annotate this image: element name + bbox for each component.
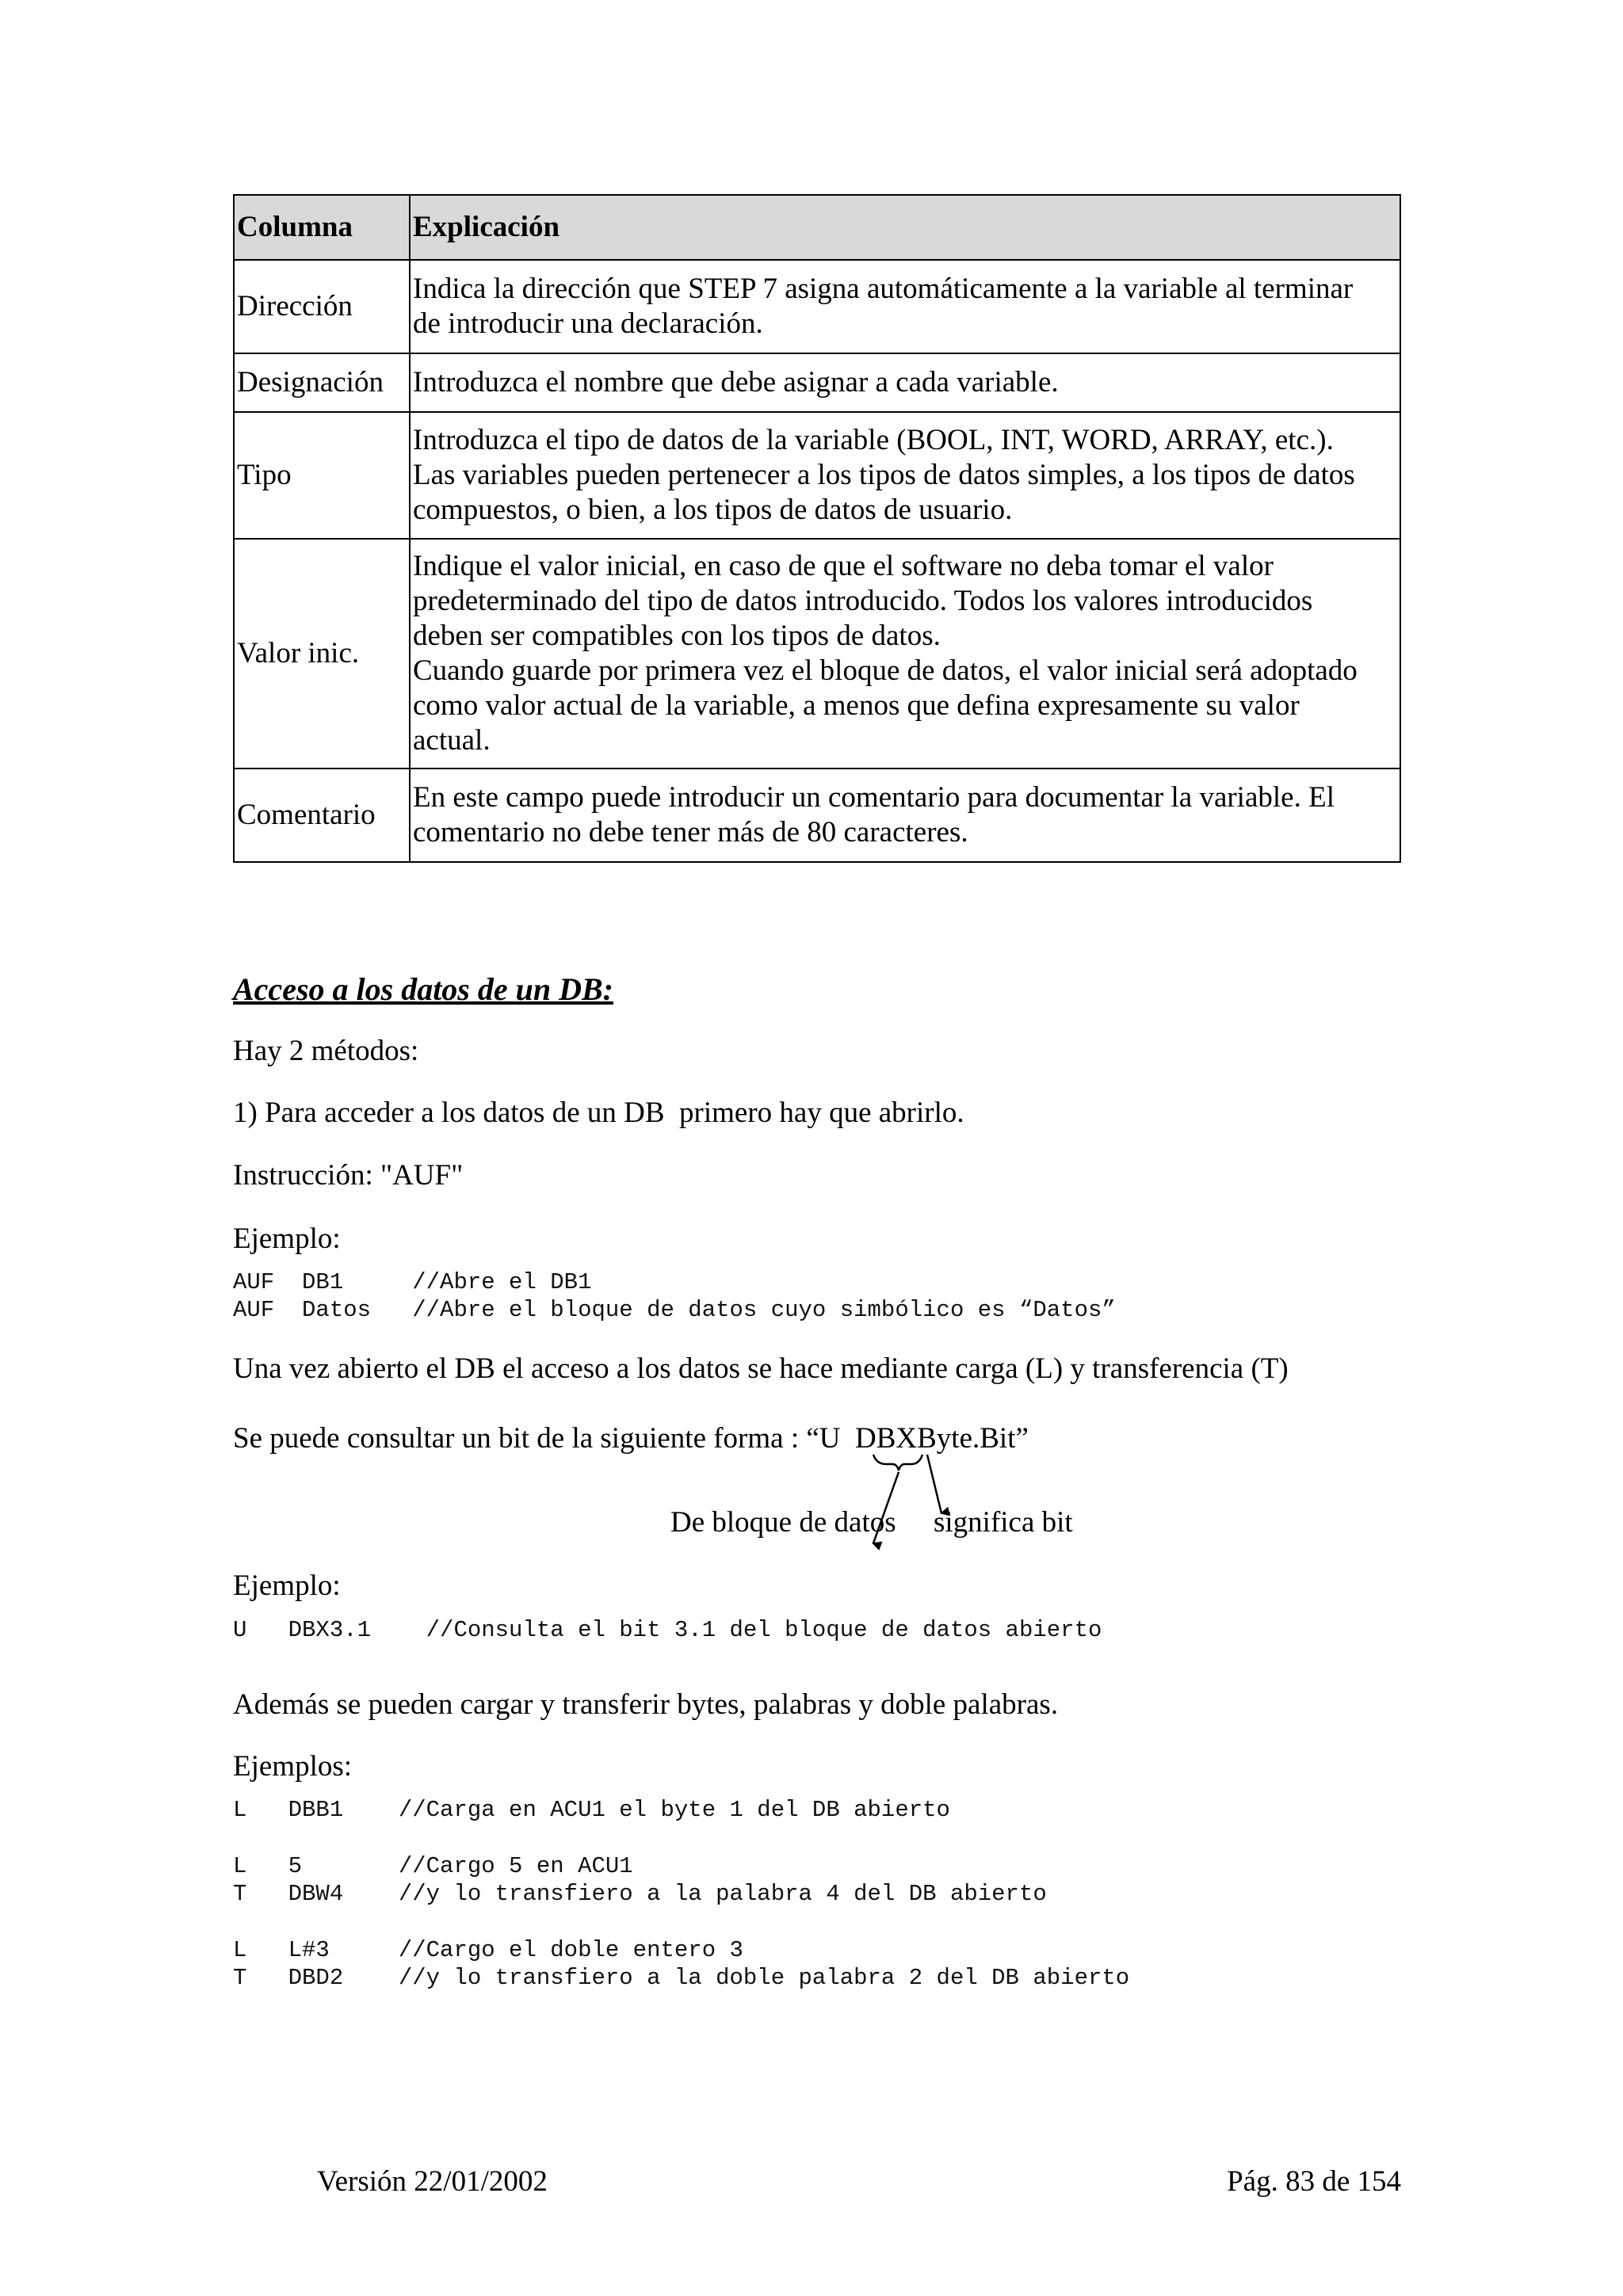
row-text: En este campo puede introducir un comentario para documentar la variable. El comentario no debe tener más de 80 caracteres.	[410, 769, 1400, 862]
footer-version: Versión 22/01/2002	[317, 2165, 548, 2198]
row-text: Introduzca el tipo de datos de la variable (BOOL, INT, WORD, ARRAY, etc.). Las variables pueden pertenecer a los tipos de datos simples, a los tipos de datos compuestos, o bien, a los tipos de datos de usuario.	[410, 412, 1400, 539]
footer-page-number: Pág. 83 de 154	[1227, 2165, 1401, 2198]
row-name: Dirección	[234, 260, 410, 353]
examples-label: Ejemplos:	[233, 1750, 353, 1783]
row-name: Comentario	[234, 769, 410, 862]
annotation-bit: significa bit	[934, 1506, 1073, 1539]
example-label: Ejemplo:	[233, 1569, 341, 1602]
access-paragraph: Una vez abierto el DB el acceso a los datos se hace mediante carga (L) y transferencia (T)	[233, 1352, 1289, 1385]
code-block-load-dword: L L#3 //Cargo el doble entero 3 T DBD2 //y lo transfiero a la doble palabra 2 del DB abierto	[233, 1937, 1130, 1991]
row-name: Designación	[234, 353, 410, 412]
code-block-auf: AUF DB1 //Abre el DB1 AUF Datos //Abre el bloque de datos cuyo simbólico es “Datos”	[233, 1269, 1116, 1323]
row-name: Valor inic.	[234, 539, 410, 769]
bit-paragraph: Se puede consultar un bit de la siguiente forma : “U DBXByte.Bit”	[233, 1422, 1029, 1455]
row-text: Indique el valor inicial, en caso de que el software no deba tomar el valor predeterminado del tipo de datos introducido. Todos los valores introducidos deben ser compatibles con los tipos de datos. Cuando guarde por primera vez el bloque de datos, el valor inicial será adoptado como valor actual de la variable, a menos que defina expresamente su valor actual.	[410, 539, 1400, 769]
instruction-paragraph: Instrucción: "AUF"	[233, 1159, 464, 1192]
method1-paragraph: 1) Para acceder a los datos de un DB primero hay que abrirlo.	[233, 1097, 964, 1129]
example-label: Ejemplo:	[233, 1222, 341, 1255]
annotation-data-block: De bloque de datos	[670, 1506, 896, 1539]
row-name: Tipo	[234, 412, 410, 539]
header-explicacion: Explicación	[410, 195, 1400, 260]
header-columna: Columna	[234, 195, 410, 260]
brace-icon	[873, 1455, 922, 1470]
row-text: Introduzca el nombre que debe asignar a cada variable.	[410, 353, 1400, 412]
also-paragraph: Además se pueden cargar y transferir bytes, palabras y doble palabras.	[233, 1688, 1059, 1721]
arrow-to-bit-icon	[927, 1455, 941, 1513]
row-text: Indica la dirección que STEP 7 asigna automáticamente a la variable al terminar de introducir una declaración.	[410, 260, 1400, 353]
code-block-load-byte: L DBB1 //Carga en ACU1 el byte 1 del DB abierto	[233, 1797, 950, 1823]
methods-paragraph: Hay 2 métodos:	[233, 1035, 419, 1067]
code-block-bit: U DBX3.1 //Consulta el bit 3.1 del bloque de datos abierto	[233, 1617, 1102, 1643]
section-heading: Acceso a los datos de un DB:	[233, 971, 613, 1007]
code-block-load-word: L 5 //Cargo 5 en ACU1 T DBW4 //y lo transfiero a la palabra 4 del DB abierto	[233, 1853, 1047, 1907]
